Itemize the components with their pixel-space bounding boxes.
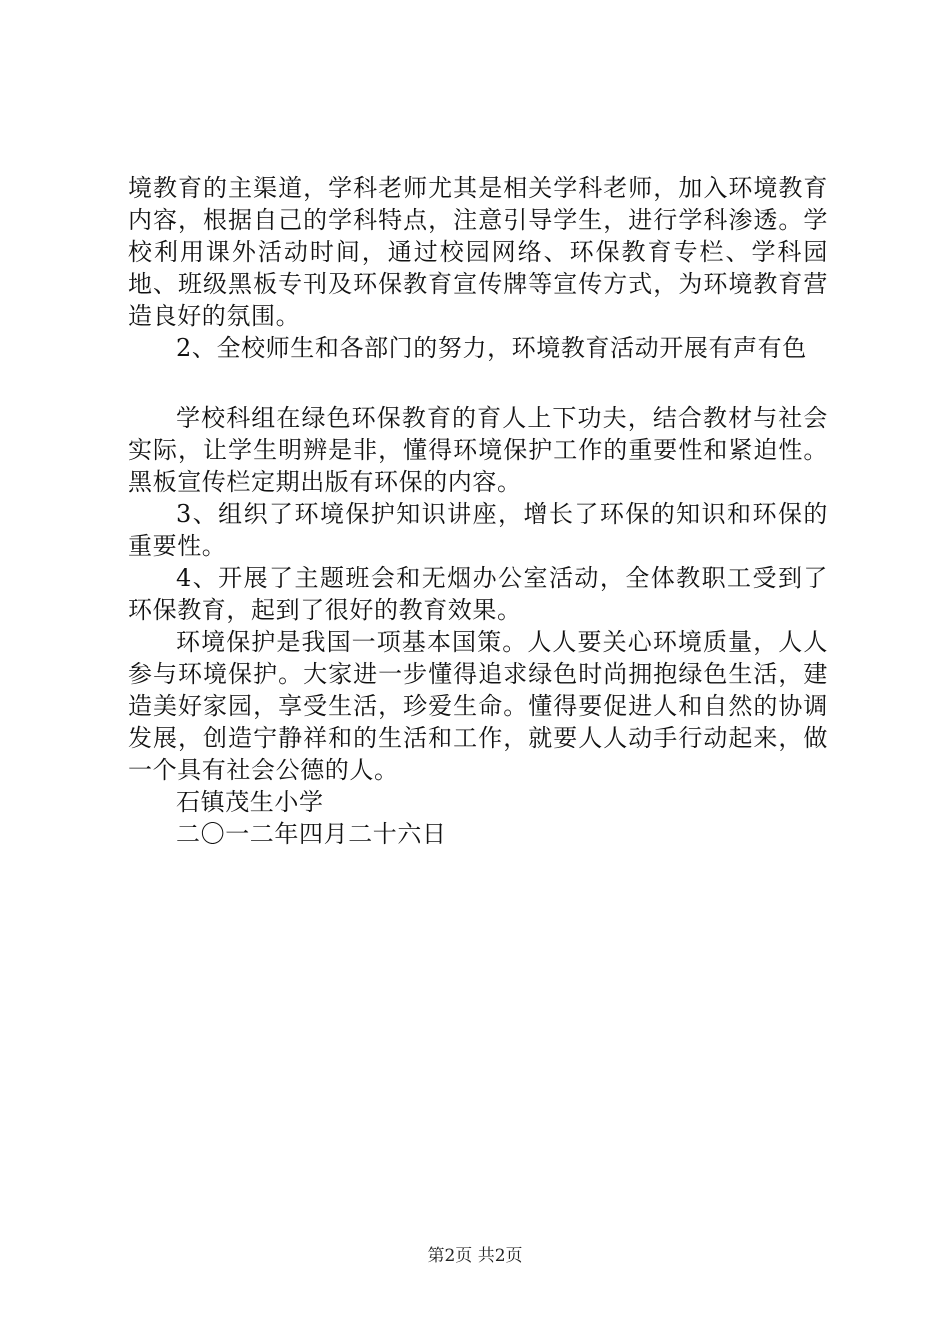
paragraph-science-group: 学校科组在绿色环保教育的育人上下功夫，结合教材与社会实际，让学生明辨是非，懂得环境保护工作的重要性和紧迫性。黑板宣传栏定期出版有环保的内容。 (128, 404, 828, 496)
signature-date: 二〇一二年四月二十六日 (176, 820, 447, 848)
paragraph-item-2: 2、全校师生和各部门的努力，环境教育活动开展有声有色 (176, 334, 807, 362)
signature-school: 石镇茂生小学 (176, 788, 324, 816)
page-footer: 第2页 共2页 (427, 1246, 523, 1266)
paragraph-item-3: 3、组织了环境保护知识讲座，增长了环保的知识和环保的重要性。 (128, 500, 828, 560)
document-body (128, 172, 828, 850)
paragraph-continuation: 境教育的主渠道，学科老师尤其是相关学科老师，加入环境教育内容，根据自己的学科特点，注意引导学生，进行学科渗透。学校利用课外活动时间，通过校园网络、环保教育专栏、学科园地、班级黑板专刊及环保教育宣传牌等宣传方式，为环境教育营造良好的氛围。 (128, 174, 828, 330)
paragraph-item-4: 4、开展了主题班会和无烟办公室活动，全体教职工受到了环保教育，起到了很好的教育效果。 (128, 564, 828, 624)
paragraph-conclusion: 环境保护是我国一项基本国策。人人要关心环境质量，人人参与环境保护。大家进一步懂得追求绿色时尚拥抱绿色生活，建造美好家园，享受生活，珍爱生命。懂得要促进人和自然的协调发展，创造宁静祥和的生活和工作，就要人人动手行动起来，做一个具有社会公德的人。 (128, 628, 828, 784)
